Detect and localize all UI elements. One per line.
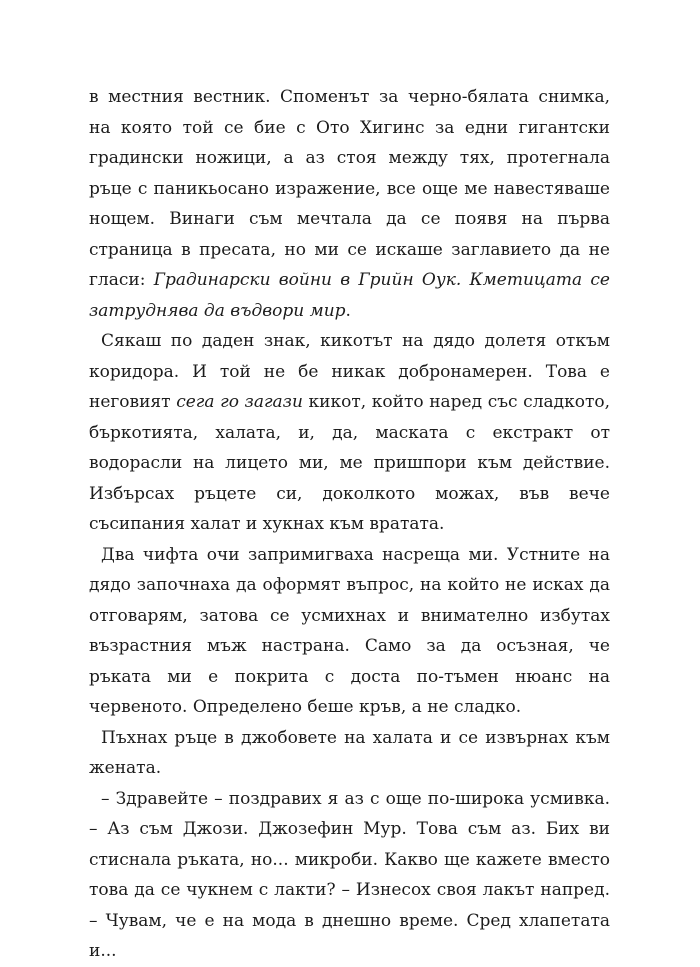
text-run: Сякаш по даден знак, кикотът на дядо долетя откъм коридора. И той не бе никак добронамерен. Това е неговият [89,331,610,412]
paragraph [89,784,610,967]
text-run: Два чифта очи запримигваха насреща ми. Устните на дядо започнаха да оформят въпрос, на който не исках да отговарям, затова се усмихнах и внимателно избутах възрастния мъж настрана. Само за да осъзная, че ръката ми е покрита с доста по-тъмен нюанс на червеното. Определено беше кръв, а не сладко. [89,544,610,717]
italic-text-run: сега го загази [176,392,303,412]
paragraph [89,326,610,540]
text-run: в местния вестник. Споменът за черно-бялата снимка, на която той се бие с Ото Хигинс за едни гигантски градински ножици, а аз стоя между тях, протегнала ръце с паникьосано изражение, все още ме навестяваше нощем. Винаги съм мечтала да се появя на първа страница в пресата, но ми се искаше заглавието да не гласи: [89,87,610,290]
text-run: . [345,300,351,321]
text-run: Пъхнах ръце в джобовете на халата и се извърнах към жената. [89,727,610,778]
paragraph [89,723,610,784]
paragraph [89,82,610,326]
text-run: кикот, който наред със сладкото, бъркотията, халата, и, да, маската с екстракт от водорасли на лицето ми, ме пришпори към действие. Избърсах ръцете си, доколкото можах, във вече съсипания халат и хукнах към вратата. [89,392,610,534]
paragraph [89,540,610,723]
body-text [89,82,610,967]
italic-text-run: Градинарски войни в Грийн Оук. Кметицата се затруднява да въдвори мир [89,270,610,321]
text-run: – Здравейте – поздравих я аз с още по-широка усмивка. – Аз съм Джози. Джозефин Мур. Това съм аз. Бих ви стиснала ръката, но... микроби. Какво ще кажете вместо това да се чукнем с лакти? – Изнесох своя лакът напред. – Чувам, че е на мода в днешно време. Сред хлапетата и... [89,788,610,961]
